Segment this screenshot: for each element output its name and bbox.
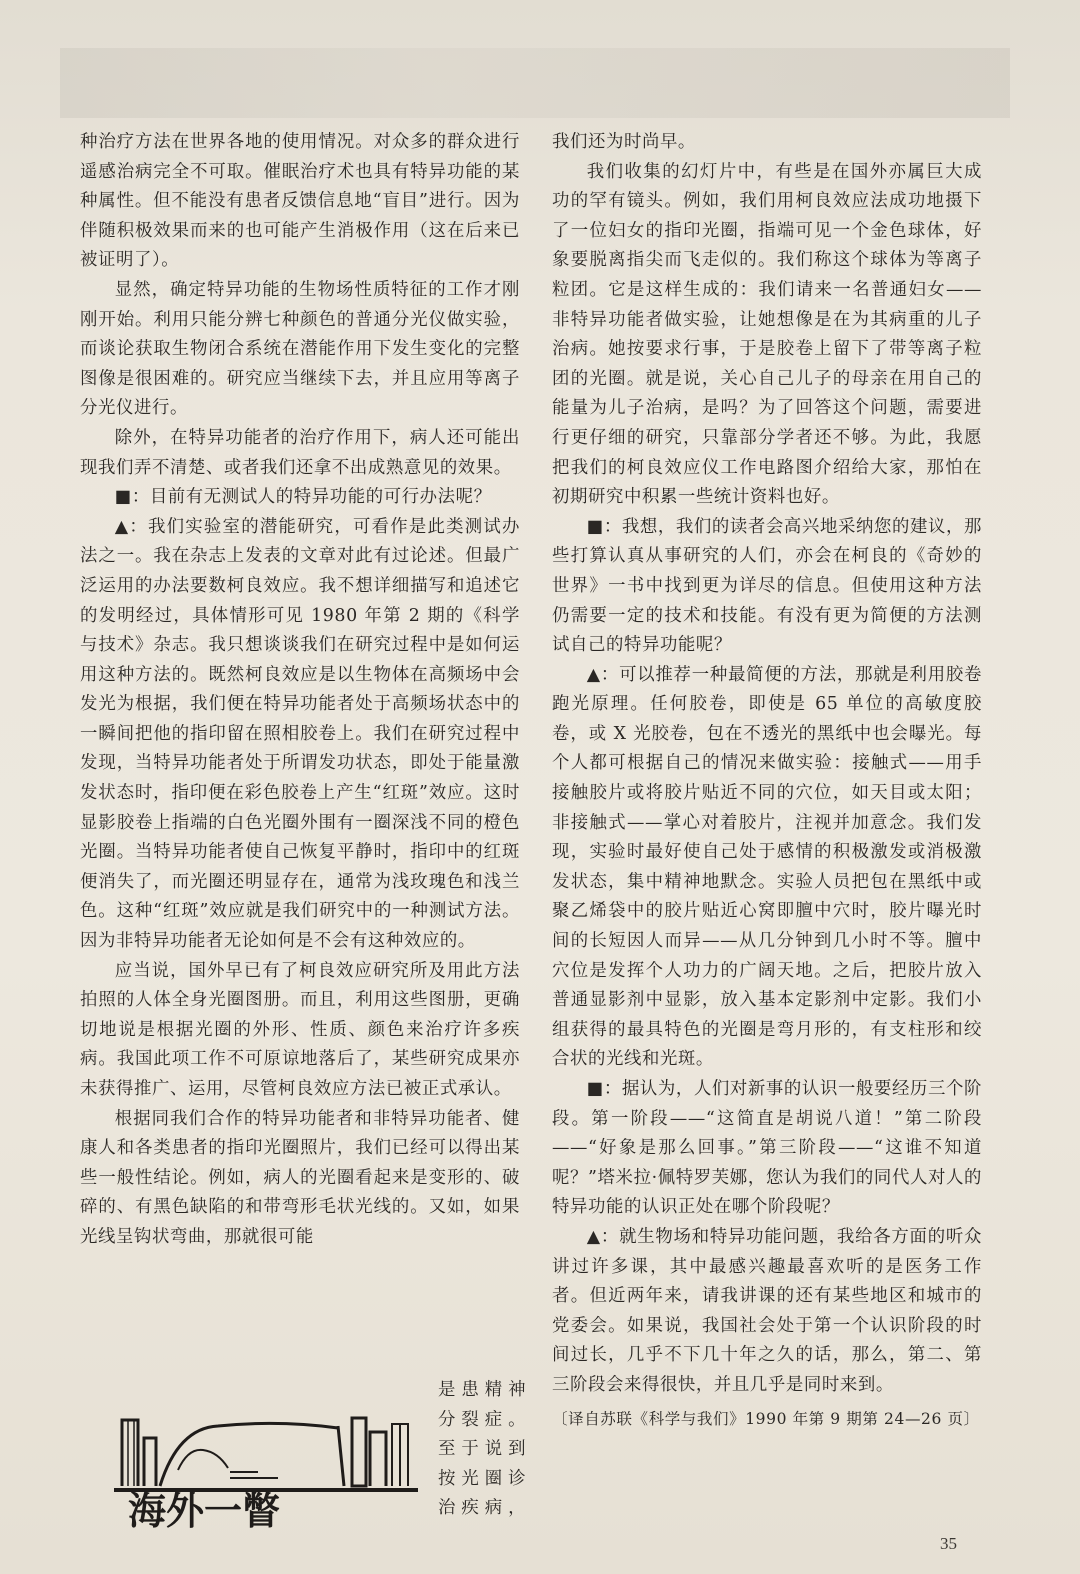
logo-title: 海外一瞥 — [128, 1489, 281, 1530]
wrap-line: 分裂症。 — [438, 1409, 532, 1430]
paragraph: 我们还为时尚早。 — [552, 132, 696, 152]
answer-paragraph: ▲：我们实验室的潜能研究，可看作是此类测试办法之一。我在杂志上发表的文章对此有过论述。但最广泛运用的办法要数柯良效应。我不想详细描写和追述它的发明经过，具体情形可见 1980 年第 2 期的《科学与技术》杂志。我只想谈谈我们在研究过程中是如何运用这种方法的。既然柯良效应是以生物体在高频场中会发光为根据，我们便在特异功能者处于高频场状态中的一瞬间把他的指印留在照相胶卷上。我们在研究过程中发现，当特异功能者处于所谓发功状态，即处于能量激发状态时，指印便在彩色胶卷上产生“红斑”效应。这时显影胶卷上指端的白色光圈外围有一圈深浅不同的橙色光圈。当特异功能者使自己恢复平静时，指印中的红斑便消失了，而光圈还明显存在，通常为浅玫瑰色和浅兰色。这种“红斑”效应就是我们研究中的一种测试方法。因为非特异功能者无论如何是不会有这种效应的。 — [80, 516, 520, 952]
paragraph: 我们收集的幻灯片中，有些是在国外亦属巨大成功的罕有镜头。例如，我们用柯良效应法成功地摄下了一位妇女的指印光圈，指端可见一个金色球体，好象要脱离指尖而飞走似的。我们称这个球体为等离子粒团。它是这样生成的：我们请来一名普通妇女——非特异功能者做实验，让她想像是在为其病重的儿子治病。她按要求行事，于是胶卷上留下了带等离子粒团的光圈。就是说，关心自己儿子的母亲在用自己的能量为儿子治病，是吗？为了回答这个问题，需要进行更仔细的研究，只靠部分学者还不够。为此，我愿把我们的柯良效应仪工作电路图介绍给大家，那怕在初期研究中积累一些统计资料也好。 — [552, 161, 982, 508]
paragraph: 种治疗方法在世界各地的使用情况。对众多的群众进行遥感治病完全不可取。催眠治疗术也具有特异功能的某种属性。但不能没有患者反馈信息地“盲目”进行。因为伴随积极效果而来的也可能产生消极作用（这在后来已被证明了）。 — [80, 132, 520, 271]
question-paragraph: ■：据认为，人们对新事的认识一般要经历三个阶段。第一阶段——“这简直是胡说八道！”第二阶段——“好象是那么回事。”第三阶段——“这谁不知道呢？”塔米拉·佩特罗芙娜，您认为我们的同代人对人的特异功能的认识正处在哪个阶段呢？ — [552, 1079, 982, 1218]
right-column — [552, 128, 982, 1434]
paragraph: 显然，确定特异功能的生物场性质特征的工作才刚刚开始。利用只能分辨七种颜色的普通分光仪做实验，而谈论获取生物闭合系统在潜能作用下发生变化的完整图像是很困难的。研究应当继续下去，并且应用等离子分光仪进行。 — [80, 279, 520, 419]
question-paragraph: ■：目前有无测试人的特异功能的可行办法呢？ — [114, 487, 492, 508]
question-paragraph: ■：我想，我们的读者会高兴地采纳您的建议，那些打算认真从事研究的人们，亦会在柯良的《奇妙的世界》一书中找到更为详尽的信息。但使用这种方法仍需要一定的技术和技能。有没有更为简便的方法测试自己的特异功能呢？ — [552, 516, 982, 656]
page-number: 35 — [940, 1534, 957, 1553]
column-logo — [108, 1398, 428, 1530]
answer-paragraph: ▲：就生物场和特异功能问题，我给各方面的听众讲过许多课，其中最感兴趣最喜欢听的是医务工作者。但近两年来，请我讲课的还有某些地区和城市的党委会。如果说，我国社会处于第一个认识阶段的时间过长，几乎不下几十年之久的话，那么，第二、第三阶段会来得很快，并且几乎是同时来到。 — [552, 1226, 982, 1395]
wrapped-text-beside-logo — [438, 1376, 533, 1524]
paragraph: 除外，在特异功能者的治疗作用下，病人还可能出现我们弄不清楚、或者我们还拿不出成熟意见的效果。 — [80, 427, 520, 478]
faded-header-band — [60, 48, 1010, 118]
wrap-line: 至于说到 — [438, 1439, 532, 1460]
left-column — [80, 128, 520, 1253]
source-note: 〔译自苏联《科学与我们》1990 年第 9 期第 24—26 页〕 — [552, 1409, 980, 1428]
paragraph: 应当说，国外早已有了柯良效应研究所及用此方法拍照的人体全身光圈图册。而且，利用这些图册，更确切地说是根据光圈的外形、性质、颜色来治疗许多疾病。我国此项工作不可原谅地落后了，某些研究成果亦未获得推广、运用，尽管柯良效应方法已被正式承认。 — [80, 960, 520, 1099]
wrap-line: 是患精神 — [438, 1380, 532, 1400]
wrap-line: 按光圈诊 — [438, 1468, 532, 1489]
answer-paragraph: ▲：可以推荐一种最简便的方法，那就是利用胶卷跑光原理。任何胶卷，即使是 65 单位的高敏度胶卷，或 X 光胶卷，包在不透光的黑纸中也会曝光。每个人都可根据自己的情况来做实验：接触式——用手接触胶片或将胶片贴近不同的穴位，如天目或太阳；非接触式——掌心对着胶片，注视并加意念。我们发现，实验时最好使自己处于感情的积极激发或消极激发状态，集中精神地默念。实验人员把包在黑纸中或聚乙烯袋中的胶片贴近心窝即膻中穴时，胶片曝光时间的长短因人而异——从几分钟到几小时不等。膻中穴位是发挥个人功力的广阔天地。之后，把胶片放入普通显影剂中显影，放入基本定影剂中定影。我们小组获得的最具特色的光圈是弯月形的，有支柱形和绞合状的光线和光斑。 — [552, 664, 982, 1070]
paragraph: 根据同我们合作的特异功能者和非特异功能者、健康人和各类患者的指印光圈照片，我们已经可以得出某些一般性结论。例如，病人的光圈看起来是变形的、破碎的、有黑色缺陷的和带弯形毛状光线的。又如，如果光线呈钩状弯曲，那就很可能 — [80, 1108, 520, 1247]
wrap-line: 治疾病， — [438, 1498, 532, 1519]
